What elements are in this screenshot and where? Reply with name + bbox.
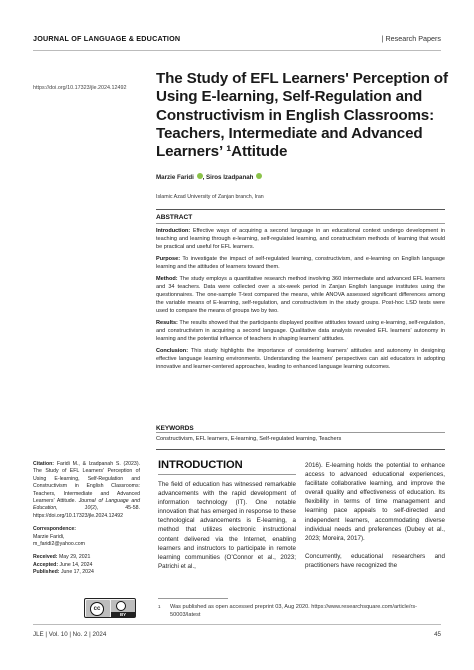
correspondence-name: Marzie Faridi, [33,533,65,540]
citation-label: Citation: [33,461,55,467]
abstract-label: Purpose: [156,255,181,262]
abstract-text: The results showed that the participants displayed positive attitudes toward using e-learning, self-regulation, and constructivism in acquiring a second language. Qualitative data analysis revealed EFL learners’ autonomy in learning and the potential influence of teachers in shaping learners’ attitudes. [156,319,445,342]
citation-journal: Journal of Language and Education, 10 [33,498,141,512]
abstract-heading: ABSTRACT [156,214,193,221]
running-head [33,34,441,48]
keywords-list: Constructivism, EFL learners, E-learning, Self-regulated learning, Teachers [156,436,342,442]
journal-name: JOURNAL OF LANGUAGE & EDUCATION [33,34,181,43]
footnote-rule [158,598,228,599]
author-list [156,173,262,181]
by-icon [111,600,135,617]
page-number: 45 [434,631,441,638]
introduction-rule [158,474,296,475]
author-name[interactable]: Siros Izadpanah [206,174,254,181]
keywords-bottom-rule [156,449,445,450]
received-value: May 29, 2021 [57,554,91,561]
person-icon [116,601,126,611]
correspondence-email[interactable]: m_faridi2@yahoo.com [33,541,85,548]
keywords-heading: KEYWORDS [156,425,194,432]
correspondence-label: Correspondence: [33,526,76,533]
abstract-top-rule [156,209,445,210]
accepted-value: June 14, 2024 [58,561,93,568]
introduction-heading: INTRODUCTION [158,459,243,471]
dates-block [33,554,140,576]
introduction-column-2 [305,461,445,570]
citation-text: Faridi M., & Izadpanah S. (2023). The Study of EFL Learners' Perception of Using E-learning, Self-Regulation and Constructivism in English Classrooms: Teachers, Intermediate and Advanced Learners’ Attitude. [33,461,140,505]
footnote-mark: 1 [158,604,161,609]
abstract-label: Results: [156,319,178,326]
abstract-introduction [156,227,445,251]
keywords-rule [156,432,445,433]
introduction-column-1: The field of education has witnessed remarkable advancements with the rapid development of information technology (IT). One notable innovation that has emerged in response to these technological advancements is E-learning, a method that utilizes electronic instructional content delivered via the Internet, enabling learners and instructors to participate in remote learning communities (O’Connor et al., 2023; Patrichi et al., [158,481,296,570]
received-date [33,554,140,561]
article-info-sidebar [33,461,140,577]
abstract-method [156,275,445,315]
by-label: BY [111,612,135,617]
accepted-date [33,562,140,569]
published-value: June 17, 2024 [59,569,94,576]
abstract-text: Effective ways of acquiring a second language in an educational context undergo development in teaching and learning through e-learning, self-regulated learning, and constructivism methods of learning that would be practical and useful for EFL learners. [156,228,445,251]
section-label: | Research Papers [381,34,441,43]
correspondence-block [33,526,140,548]
citation-tail[interactable]: (2), 45-58. https://doi.org/10.17323/jle.2024.12492 [33,505,140,519]
abstract-label: Conclusion: [156,347,189,354]
footnote-text[interactable]: Was published as open accessed preprint 03, Aug 2020. https://www.researchsquare.com/article/rs-50003/latest [170,604,417,618]
abstract-label: Introduction: [156,228,191,234]
citation-block [33,461,140,520]
introduction-paragraph: Concurrently, educational researchers and practitioners have recognized the [305,552,445,569]
accepted-label: Accepted: [33,561,59,568]
abstract-label: Method: [156,275,178,282]
affiliation: Islamic Azad University of Zanjan branch, Iran [156,194,264,200]
abstract-results [156,319,445,343]
abstract-text: To investigate the impact of self-regulated learning, constructivism, and e-learning on English language learning and the attitudes of learners toward them. [156,255,445,270]
orcid-icon[interactable] [256,173,262,179]
footer-divider [33,624,441,625]
article-title: The Study of EFL Learners' Perception of Using E-learning, Self-Regulation and Constructivism in English Classrooms: Teachers, Intermediate and Advanced Learners’ ¹Attitude [156,70,448,161]
header-divider [33,50,441,51]
abstract-section [156,209,445,374]
footer-journal-info: JLE | Vol. 10 | No. 2 | 2024 [33,631,107,638]
author-name[interactable]: Marzie Faridi [156,174,194,181]
cc-logo: cc [90,602,104,616]
published-date [33,569,140,576]
abstract-purpose [156,255,445,271]
published-label: Published: [33,569,60,576]
introduction-paragraph: 2016). E-learning holds the potential to enhance access to advanced educational experiences, facilitate collaborative learning, and improve the overall quality and effectiveness of education. Its flexibility in terms of time management and learning pace appeals to self-directed and independent learners, accommodating diverse individual needs and preferences (Dubey et al., 2023; Moreira, 2017). [305,462,445,542]
cc-icon [86,600,110,617]
cc-by-license-badge[interactable] [84,598,136,618]
abstract-heading-rule [156,223,445,224]
footnote [158,603,445,619]
abstract-text: This study highlights the importance of considering learners’ attitudes and autonomy in designing effective language learning environments. Understanding the learners’ perspectives can aid educators in adopting innovative and learner-centered approaches, leading to enhanced language learning outcomes. [156,347,445,370]
abstract-text: The study employs a quantitative research method involving 360 intermediate and advanced EFL learners and 34 teachers. Data were collected over a six-week period in Zanjan English language institutes using the questionnaires. The one-sample T-test compared the means, while ANOVA assessed significant differences among the variable means of E-learning, self-regulation, and constructivism in the study groups. Post-hoc LSD tests were used to compare the means of groups two by two. [156,275,445,315]
received-label: Received: [33,554,58,561]
author-separator: , [202,174,207,181]
doi-link[interactable]: https://doi.org/10.17323/jle.2024.12492 [33,85,127,91]
abstract-conclusion [156,347,445,371]
